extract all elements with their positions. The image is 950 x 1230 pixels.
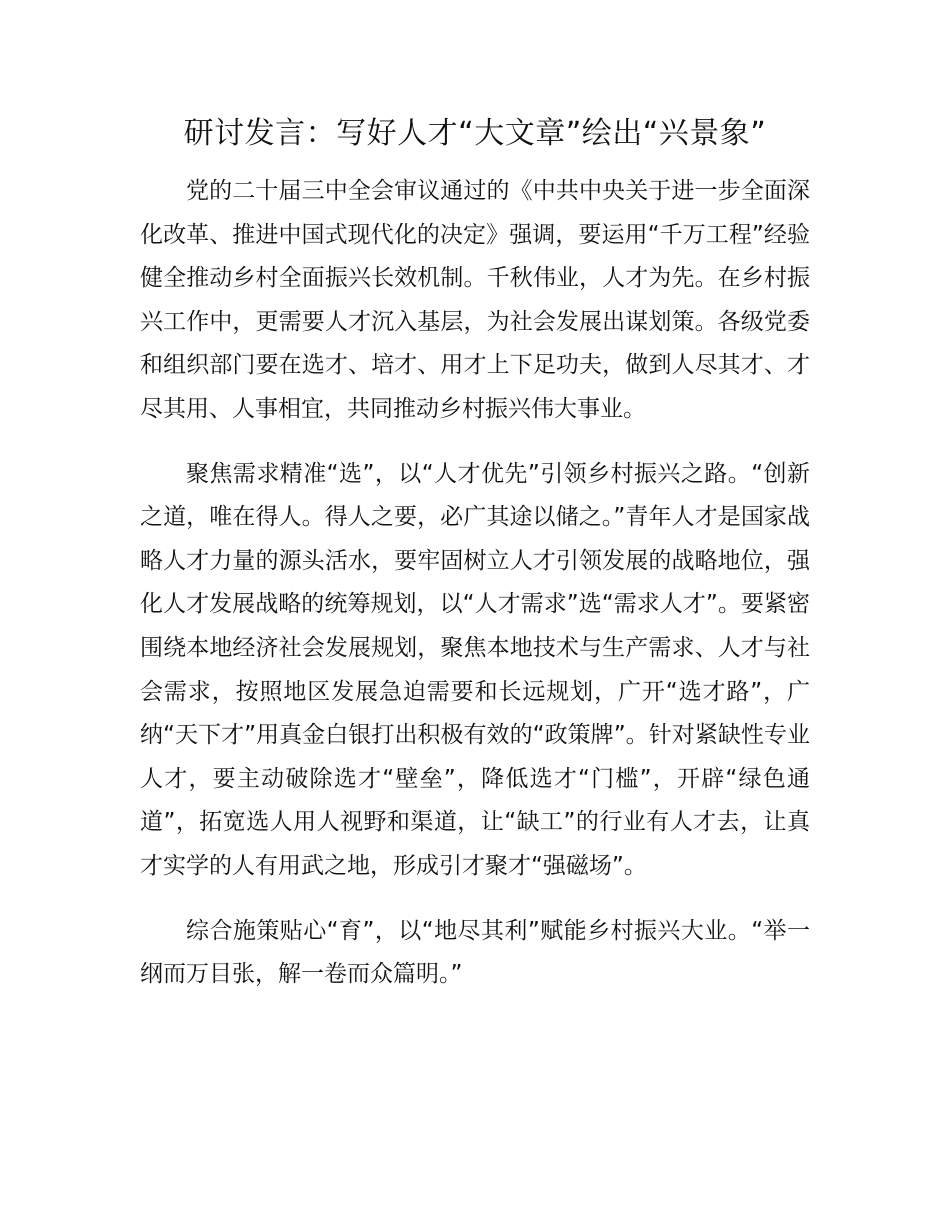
paragraph-2: 聚焦需求精准“选”，以“人才优先”引领乡村振兴之路。“创新之道，唯在得人。得人之要，必广其途以储之。”青年人才是国家战略人才力量的源头活水，要牢固树立人才引领发展的战略地位，强化人才发展战略的统筹规划，以“人才需求”选“需求人才”。要紧密围绕本地经济社会发展规划，聚焦本地技术与生产需求、人才与社会需求，按照地区发展急迫需要和长远规划，广开“选才路”，广纳“天下才”用真金白银打出积极有效的“政策牌”。针对紧缺性专业人才，要主动破除选才“壁垒”，降低选才“门槛”，开辟“绿色通道”，拓宽选人用人视野和渠道，让“缺工”的行业有人才去，让真才实学的人有用武之地，形成引才聚才“强磁场”。 bbox=[140, 460, 810, 879]
document-title: 研讨发言：写好人才“大文章”绘出“兴景象” bbox=[183, 116, 767, 151]
document-body bbox=[140, 170, 810, 997]
paragraph-3: 综合施策贴心“育”，以“地尽其利”赋能乡村振兴大业。“举一纲而万目张，解一卷而众篇明。” bbox=[140, 917, 810, 988]
paragraph-1: 党的二十届三中全会审议通过的《中共中央关于进一步全面深化改革、推进中国式现代化的决定》强调，要运用“千万工程”经验健全推动乡村全面振兴长效机制。千秋伟业，人才为先。在乡村振兴工作中，更需要人才沉入基层，为社会发展出谋划策。各级党委和组织部门要在选才、培才、用才上下足功夫，做到人尽其才、才尽其用、人事相宜，共同推动乡村振兴伟大事业。 bbox=[140, 178, 810, 422]
